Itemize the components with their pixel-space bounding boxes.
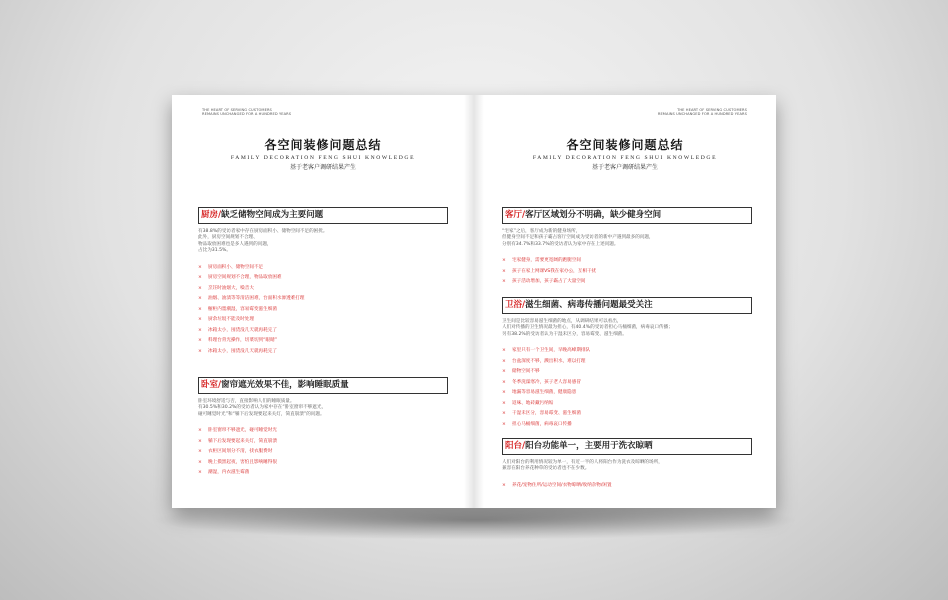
cross-icon: ×: [502, 400, 506, 406]
section-bedroom: [198, 377, 448, 479]
list-item: × 干湿未区分，容易霉变、滋生细菌: [502, 409, 752, 420]
section-highlight: 卫浴/: [505, 300, 526, 310]
section-heading-text: 滋生细菌、病毒传播问题最受关注: [525, 300, 653, 310]
list-item: × 衣柜区间划分不清，找衣服费时: [198, 447, 448, 458]
cross-icon: ×: [502, 358, 506, 364]
list-item: × 烹饪时油烟大，噪音大: [198, 284, 448, 295]
problem-list: [198, 426, 448, 479]
book-spine-shadow: [464, 95, 484, 508]
list-item: × 冬季洗澡寒冷，孩子老人容易感冒: [502, 378, 752, 389]
section-living-room: [502, 207, 752, 288]
cross-icon: ×: [198, 348, 202, 354]
list-item: × 返味、地砖藏污纳垢: [502, 399, 752, 410]
page-subtitle: FAMILY DECORATION FENG SHUI KNOWLEDGE: [230, 155, 416, 161]
cross-icon: ×: [198, 264, 202, 270]
list-item: × 油烟、油渍等等清洁困难，台面积水渗透难打理: [198, 294, 448, 305]
section-intro: “宅家”之后，客厅成为新的健身场所， 但健身空间不足和孩子霸占客厅空间成为受访者的新中产遇到最多的问题， 分别有34.7%和33.7%的受访者认为家中存在上述问题。: [502, 229, 654, 247]
cross-icon: ×: [502, 279, 506, 285]
cross-icon: ×: [502, 482, 506, 488]
cross-icon: ×: [198, 317, 202, 323]
section-heading: [198, 377, 448, 394]
list-item: × 料理台背光操作，切菜切到“眼睛”: [198, 336, 448, 347]
page-header: [474, 137, 776, 172]
section-heading: [502, 438, 752, 455]
list-item: × 厨房空间规划不合理，物品取放困难: [198, 273, 448, 284]
list-item: × 潮湿，内衣滋生霉菌: [198, 468, 448, 479]
section-intro: 卫生间是比较容易滋生细菌的地点，从调研结果可以看出， 人们对传播的卫生情况最为担心，有40.4%的受访者担心马桶细菌，病毒哀口传播； 另有38.2%的受访者认为干湿未区分，容易霉变、滋生细菌。: [502, 319, 673, 337]
right-page: [474, 95, 776, 508]
page-title: 各空间装修问题总结: [566, 138, 684, 152]
cross-icon: ×: [198, 428, 202, 434]
list-item: × 台盆深度不够，溅出积水，难以打理: [502, 357, 752, 368]
section-bathroom: [502, 297, 752, 430]
section-balcony: [502, 438, 752, 491]
section-highlight: 卧室/: [201, 380, 222, 390]
page-title: 各空间装修问题总结: [264, 138, 382, 152]
section-kitchen: [198, 207, 448, 357]
section-highlight: 厨房/: [201, 210, 222, 220]
list-item: × 宅家健身，需要更宽阔的跑腿空间: [502, 256, 752, 267]
list-item: × 担心马桶细菌，病毒哀口传播: [502, 420, 752, 431]
cross-icon: ×: [198, 449, 202, 455]
page-subtitle: FAMILY DECORATION FENG SHUI KNOWLEDGE: [532, 155, 718, 161]
list-item: × 孩子活动增加，孩子霸占了大量空间: [502, 277, 752, 288]
list-item: × 家里只有一个卫生间，早晚高峰期排队: [502, 346, 752, 357]
page-tagline: THE HEART OF SERVING CUSTOMERS REMAINS UNCHANGED FOR A HUNDRED YEARS: [202, 108, 292, 117]
section-intro: 卧室环境舒适与否，直接影响人们的睡眠质量。 有30.5%和30.2%的受访者认为家中存在“卧室窗帘不够遮光， 碰可睡觉时光”和“躺下后发现要起来关灯，简直崩溃”的问题。: [198, 399, 327, 417]
cross-icon: ×: [502, 369, 506, 375]
section-heading-text: 窗帘遮光效果不佳，影响睡眠质量: [221, 380, 349, 390]
page-header: [172, 137, 474, 172]
cross-icon: ×: [502, 421, 506, 427]
list-item: × 孩子在家上网课VS我在家办公，互相干扰: [502, 267, 752, 278]
problem-list: [502, 256, 752, 288]
section-heading-text: 阳台功能单一，主要用于洗衣晾晒: [525, 441, 653, 451]
cross-icon: ×: [198, 306, 202, 312]
cross-icon: ×: [198, 327, 202, 333]
cross-icon: ×: [502, 411, 506, 417]
list-item: × 厨余垃圾不能及时处理: [198, 315, 448, 326]
list-item: × 冰箱太小，囤货没几天就再耗完了: [198, 347, 448, 358]
cross-icon: ×: [502, 348, 506, 354]
section-heading: [198, 207, 448, 224]
cross-icon: ×: [198, 470, 202, 476]
cross-icon: ×: [502, 258, 506, 264]
cross-icon: ×: [198, 438, 202, 444]
section-heading: [502, 297, 752, 314]
section-heading-text: 缺乏储物空间成为主要问题: [221, 210, 324, 220]
page-caption: 基于老客户调研结果产生: [591, 164, 658, 171]
left-page: [172, 95, 474, 508]
cross-icon: ×: [198, 275, 202, 281]
open-brochure: [172, 95, 776, 508]
cross-icon: ×: [198, 285, 202, 291]
problem-list: [198, 263, 448, 358]
section-highlight: 阳台/: [505, 441, 526, 451]
section-heading: [502, 207, 752, 224]
cross-icon: ×: [502, 379, 506, 385]
list-item: × 卧室窗帘不够遮光，碰可睡觉时光: [198, 426, 448, 437]
list-item: × 躺下后发现要起来关灯，简直崩溃: [198, 437, 448, 448]
list-item: × 储物空间不够: [502, 367, 752, 378]
cross-icon: ×: [198, 296, 202, 302]
cross-icon: ×: [198, 459, 202, 465]
list-item: × 橱柜内墨潮湿，容易霉变滋生细菌: [198, 305, 448, 316]
section-heading-text: 客厅区域划分不明确，缺少健身空间: [525, 210, 662, 220]
problem-list: [502, 346, 752, 430]
cross-icon: ×: [502, 268, 506, 274]
list-item: × 冰箱太小，囤货没几天就再耗完了: [198, 326, 448, 337]
page-tagline: THE HEART OF SERVING CUSTOMERS REMAINS UNCHANGED FOR A HUNDRED YEARS: [657, 108, 747, 117]
list-item: × 晚上摸黑起夜，害怕且影响睡得很: [198, 458, 448, 469]
problem-list: [502, 481, 752, 492]
list-item: × 厨房面积小、储物空间不足: [198, 263, 448, 274]
cross-icon: ×: [502, 390, 506, 396]
section-intro: 人们对阳台的利用情况较为单一，有近一半的人将阳台作为洗衣及晾晒的场所， 兼容在阳台养花种草的受访者也不在少数。: [502, 460, 663, 472]
section-highlight: 客厅/: [505, 210, 526, 220]
list-item: × 养花/宠物住所/运动空间/衣物晾晒/收纳杂物/闲置: [502, 481, 752, 492]
section-intro: 有38.8%的受访者家中存在厨房面积小、储物空间不足的困扰。 此外，厨房空间规划不合理、 物品取放困难也是多人遇到的问题， 占比为31.5%。: [198, 229, 328, 254]
page-caption: 基于老客户调研结果产生: [289, 164, 356, 171]
cross-icon: ×: [198, 338, 202, 344]
list-item: × 地漏等容易滋生细菌，健康隐患: [502, 388, 752, 399]
